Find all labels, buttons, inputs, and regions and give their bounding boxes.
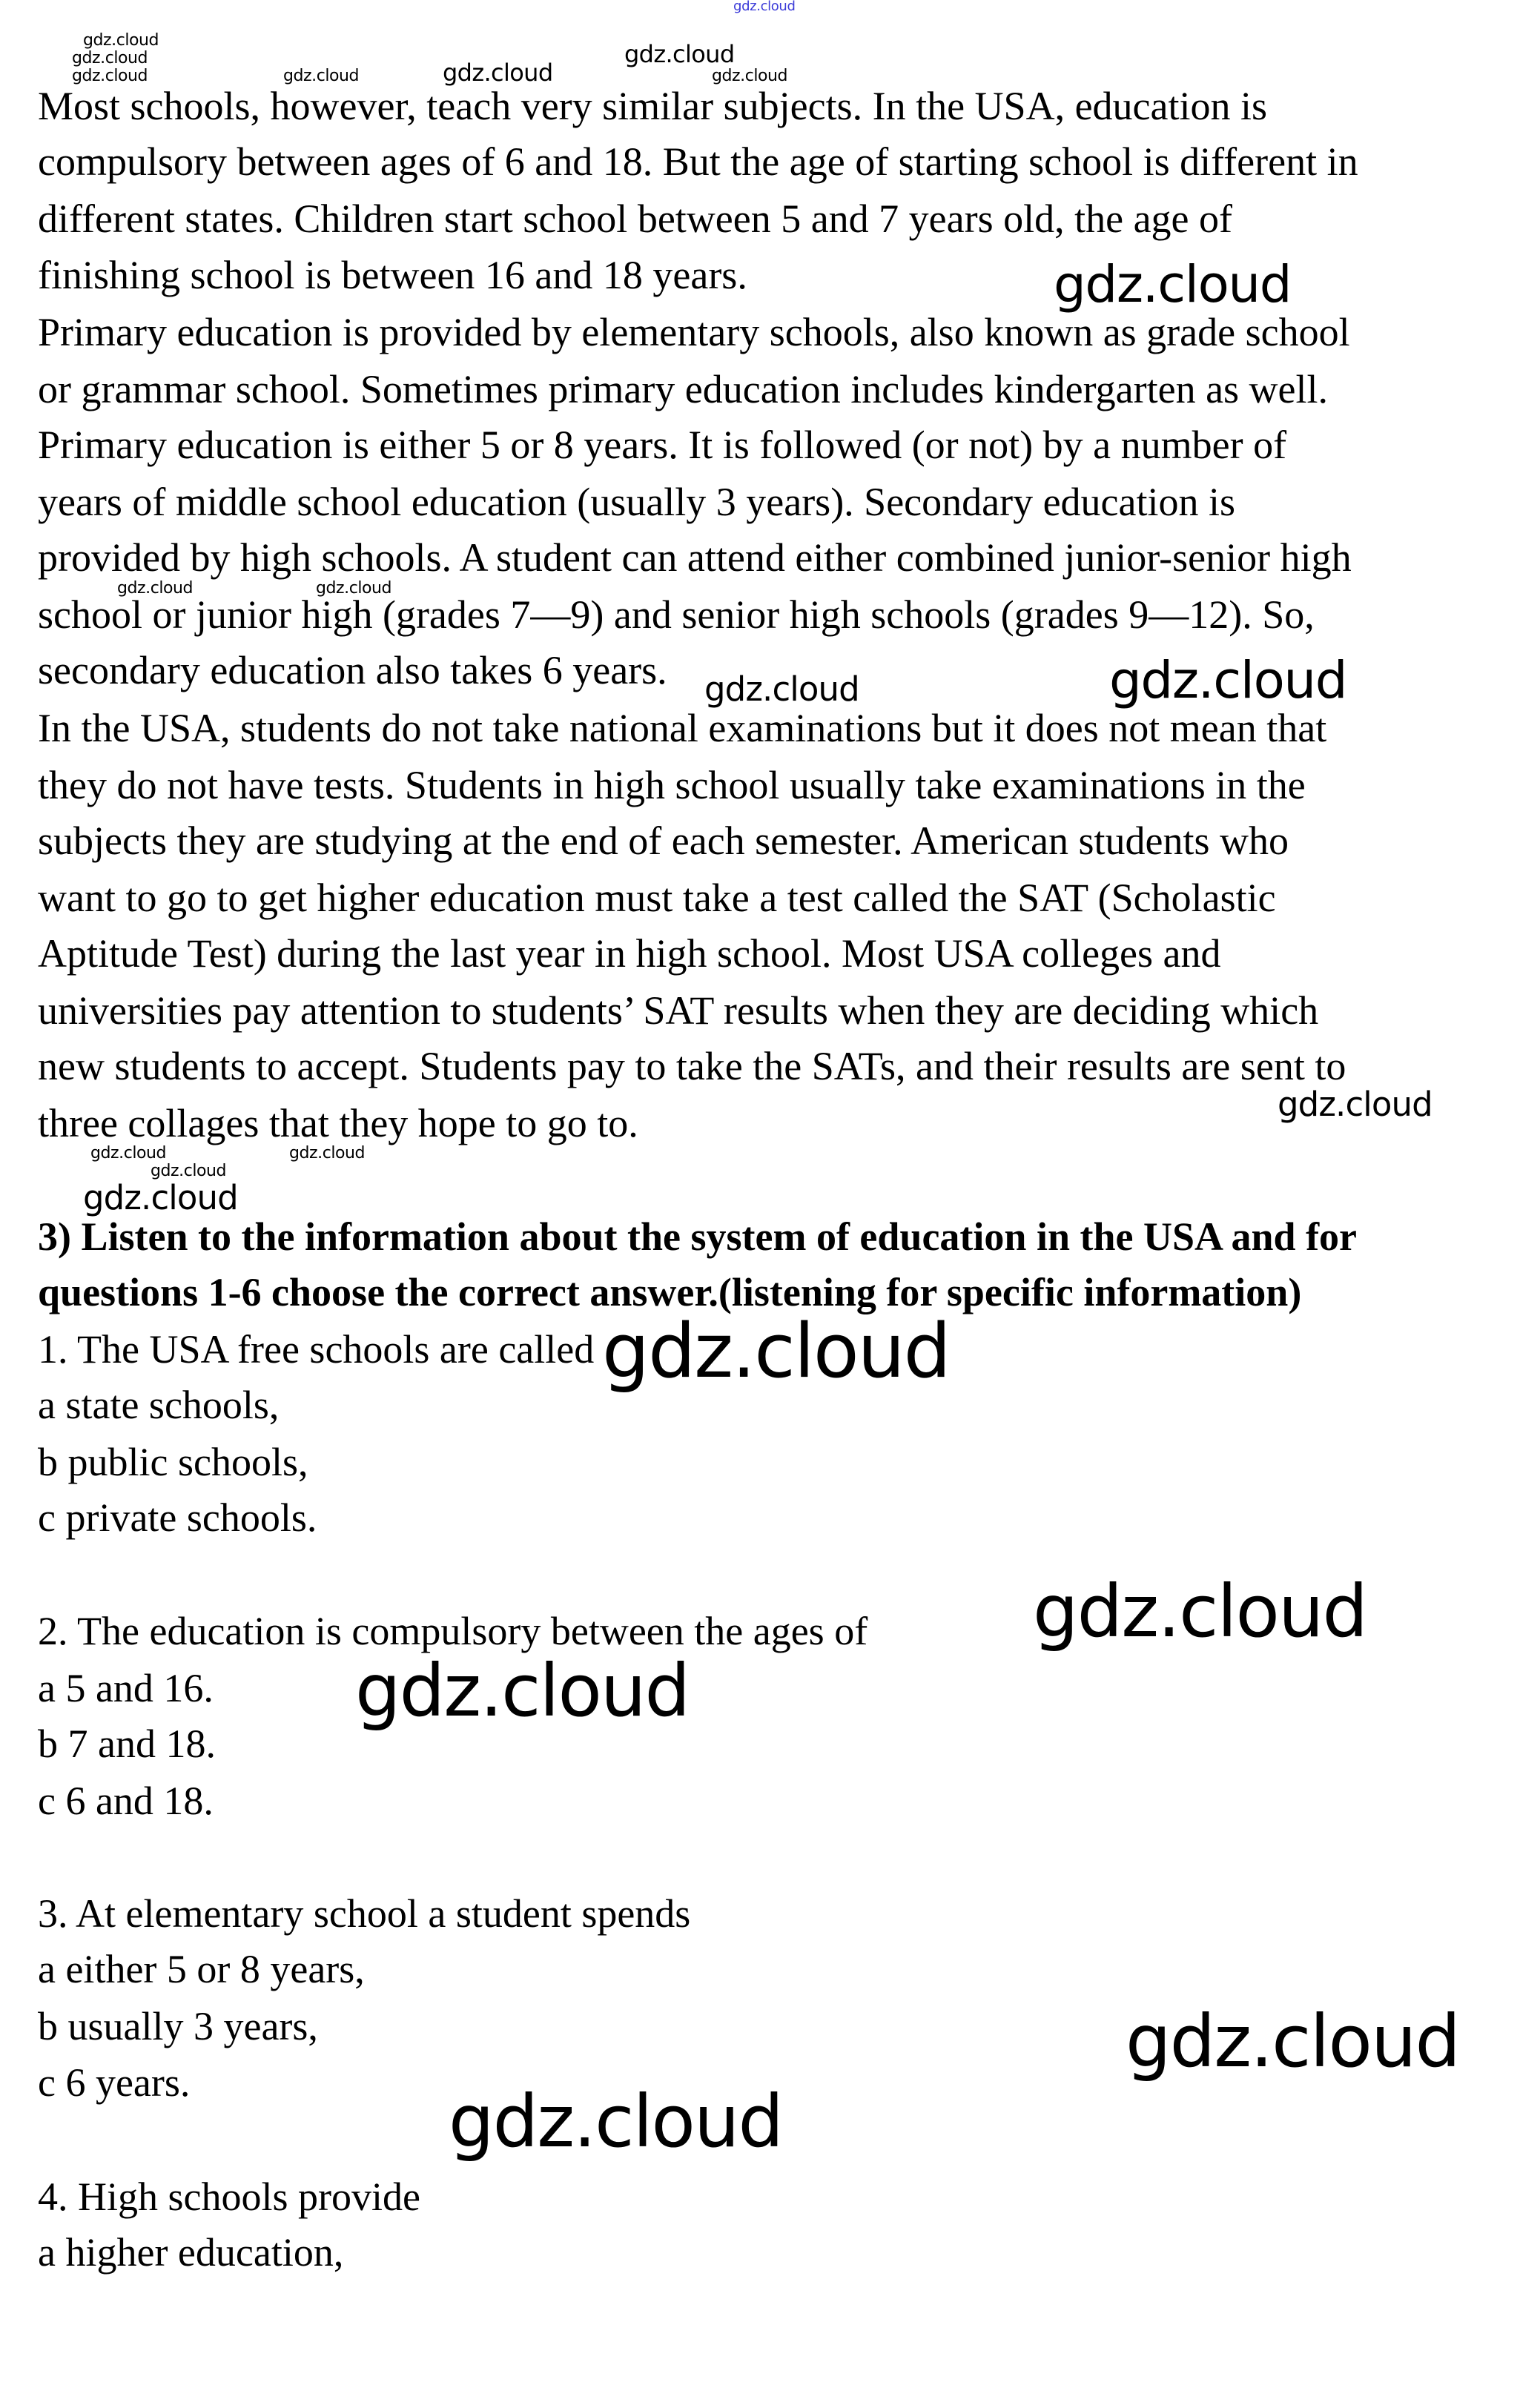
text-line: Primary education is provided by elementary schools, also known as grade school — [38, 310, 1350, 354]
watermark: gdz.cloud — [624, 40, 735, 68]
watermark: gdz.cloud — [443, 59, 553, 87]
task-heading-line: questions 1-6 choose the correct answer.(listening for specific information) — [38, 1270, 1302, 1314]
text-line: secondary education also takes 6 years. — [38, 648, 667, 692]
watermark: gdz.cloud — [72, 67, 148, 85]
text-line: c 6 years. — [38, 2060, 191, 2105]
text-line: years of middle school education (usually 3 years). Secondary education is — [38, 480, 1236, 524]
text-line: a either 5 or 8 years, — [38, 1947, 365, 1991]
text-line: In the USA, students do not take national examinations but it does not mean that — [38, 706, 1327, 750]
watermark: gdz.cloud — [1278, 1085, 1432, 1124]
text-line: Most schools, however, teach very similar subjects. In the USA, education is — [38, 84, 1267, 128]
watermark: gdz.cloud — [316, 579, 392, 598]
text-line: a higher education, — [38, 2230, 344, 2275]
text-line: school or junior high (grades 7—9) and senior high schools (grades 9—12). So, — [38, 592, 1315, 637]
task-heading-line: 3) Listen to the information about the system of education in the USA and for — [38, 1214, 1358, 1259]
watermark: gdz.cloud — [1109, 651, 1347, 710]
text-line: want to go to get higher education must take a test called the SAT (Scholastic — [38, 876, 1276, 920]
watermark: gdz.cloud — [733, 0, 796, 14]
text-line: Primary education is either 5 or 8 years. It is followed (or not) by a number of — [38, 423, 1287, 467]
watermark: gdz.cloud — [151, 1162, 227, 1180]
watermark: gdz.cloud — [72, 49, 148, 67]
watermark: gdz.cloud — [83, 1178, 238, 1217]
text-line: universities pay attention to students’ SAT results when they are deciding which — [38, 988, 1319, 1033]
text-line: Aptitude Test) during the last year in high school. Most USA colleges and — [38, 931, 1221, 976]
text-line: subjects they are studying at the end of each semester. American students who — [38, 818, 1289, 863]
text-line: b 7 and 18. — [38, 1721, 216, 1766]
watermark: gdz.cloud — [449, 2080, 783, 2163]
watermark: gdz.cloud — [117, 579, 194, 598]
watermark: gdz.cloud — [1033, 1570, 1367, 1653]
text-line: 2. The education is compulsory between the ages of — [38, 1609, 868, 1653]
watermark: gdz.cloud — [283, 67, 360, 85]
watermark: gdz.cloud — [1054, 255, 1292, 314]
watermark: gdz.cloud — [83, 31, 159, 50]
watermark: gdz.cloud — [712, 67, 788, 85]
watermark: gdz.cloud — [355, 1649, 690, 1733]
text-line: 1. The USA free schools are called — [38, 1327, 595, 1372]
text-line: b public schools, — [38, 1440, 308, 1484]
text-line: 4. High schools provide — [38, 2174, 420, 2219]
text-line: finishing school is between 16 and 18 years. — [38, 253, 747, 297]
text-line: new students to accept. Students pay to take the SATs, and their results are sent to — [38, 1044, 1346, 1088]
text-line: three collages that they hope to go to. — [38, 1101, 638, 1145]
watermark: gdz.cloud — [704, 669, 859, 709]
text-line: different states. Children start school between 5 and 7 years old, the age of — [38, 196, 1233, 241]
text-line: a 5 and 16. — [38, 1666, 214, 1710]
watermark: gdz.cloud — [289, 1144, 366, 1162]
watermark: gdz.cloud — [90, 1144, 167, 1162]
watermark: gdz.cloud — [1126, 2000, 1460, 2083]
text-line: c private schools. — [38, 1495, 317, 1540]
watermark: gdz.cloud — [602, 1307, 950, 1395]
text-line: provided by high schools. A student can attend either combined junior-senior high — [38, 535, 1352, 580]
text-line: b usually 3 years, — [38, 2004, 318, 2048]
text-line: they do not have tests. Students in high school usually take examinations in the — [38, 763, 1306, 807]
text-line: or grammar school. Sometimes primary education includes kindergarten as well. — [38, 367, 1329, 411]
text-line: c 6 and 18. — [38, 1779, 214, 1823]
text-line: 3. At elementary school a student spends — [38, 1891, 691, 1936]
text-line: a state schools, — [38, 1383, 280, 1427]
text-line: compulsory between ages of 6 and 18. But the age of starting school is different in — [38, 139, 1358, 184]
